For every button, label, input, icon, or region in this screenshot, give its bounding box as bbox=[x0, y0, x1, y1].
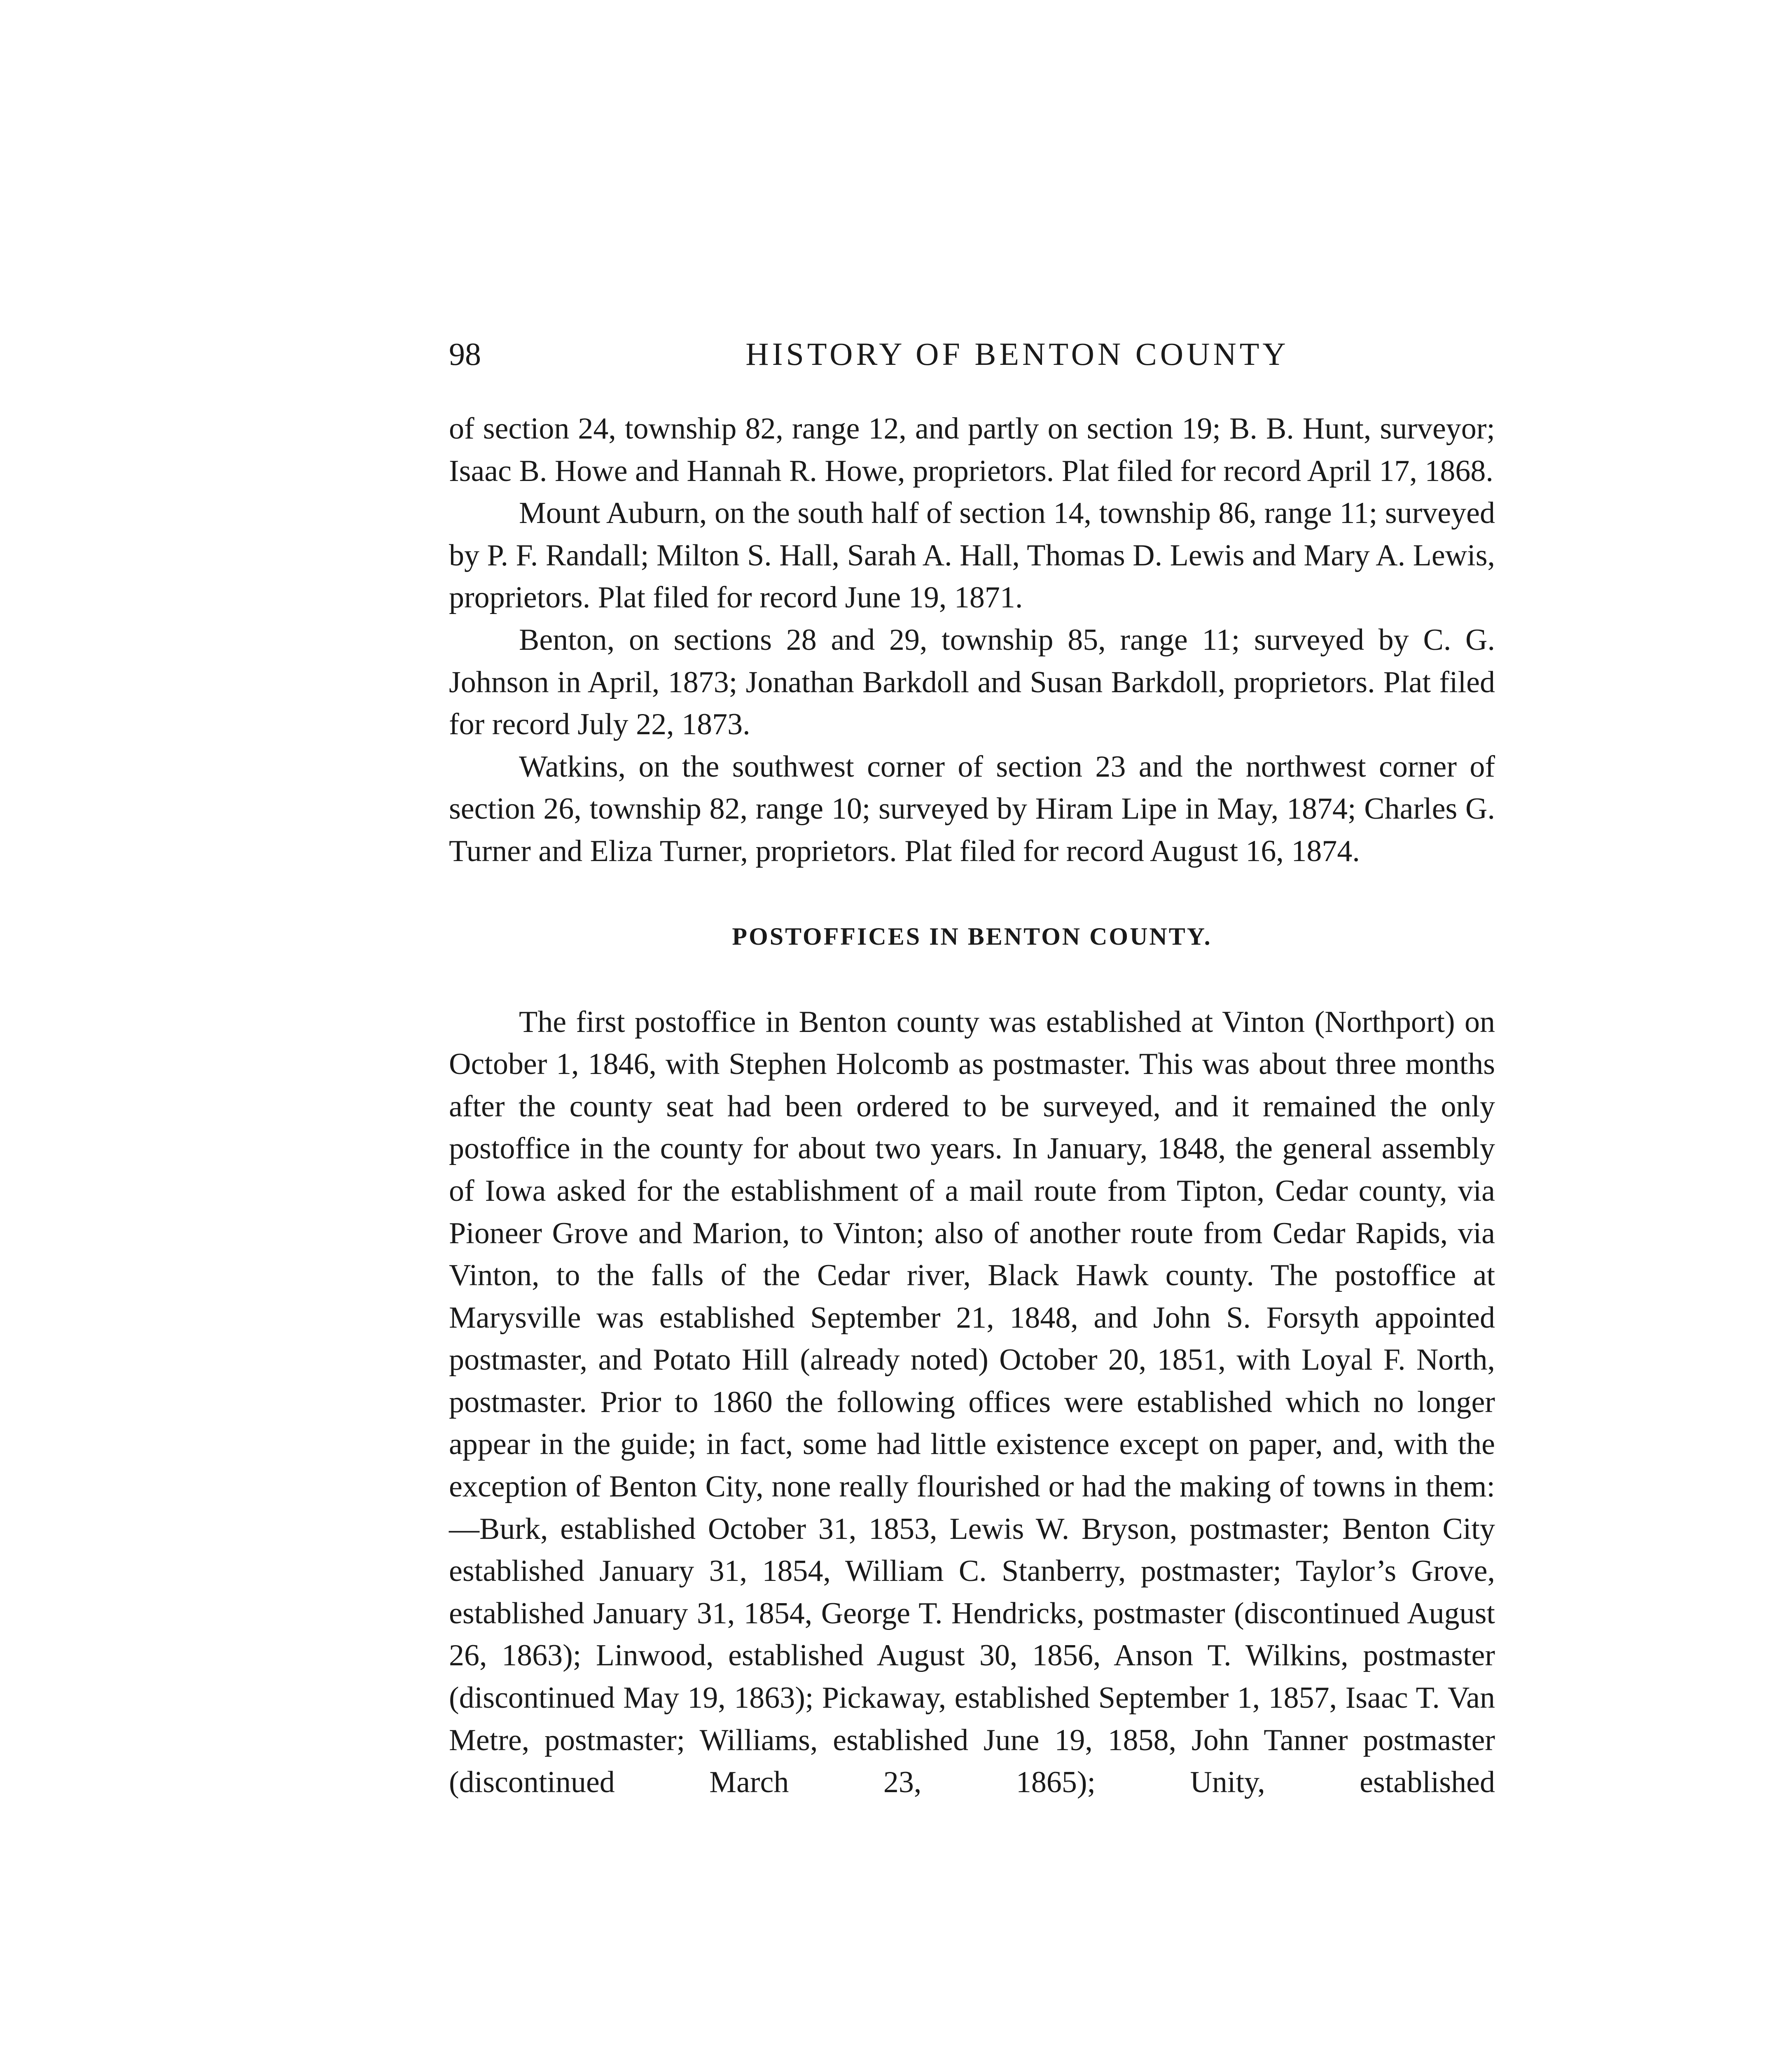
paragraph-postoffices: The first postoffice in Benton county was established at Vinton (Northport) on October 1, 1846, with Stephen Holcomb as postmaster. This was about three months after the county seat had been ordered to be surveyed, and it remained the only postoffice in the county for about two years. In January, 1848, the general assembly of Iowa asked for the establishment of a mail route from Tipton, Cedar county, via Pioneer Grove and Marion, to Vinton; also of another route from Cedar Rapids, via Vinton, to the falls of the Cedar river, Black Hawk county. The postoffice at Marysville was established September 21, 1848, and John S. Forsyth appointed postmaster, and Potato Hill (already noted) October 20, 1851, with Loyal F. North, postmaster. Prior to 1860 the following offices were established which no longer appear in the guide; in fact, some had little existence except on paper, and, with the exception of Benton City, none really flourished or had the making of towns in them:—Burk, established October 31, 1853, Lewis W. Bryson, postmaster; Benton City established January 31, 1854, William C. Stanberry, postmaster; Taylor’s Grove, established January 31, 1854, George T. Hendricks, postmaster (discontinued August 26, 1863); Linwood, established August 30, 1856, Anson T. Wilkins, postmaster (discontinued May 19, 1863); Pickaway, established September 1, 1857, Isaac T. Van Metre, postmaster; Williams, established June 19, 1858, John Tanner postmaster (discontinued March 23, 1865); Unity, established bbox=[449, 1005, 1495, 1800]
page-number: 98 bbox=[449, 336, 481, 372]
section-heading-text: POSTOFFICES IN BENTON COUNTY. bbox=[732, 923, 1212, 950]
section-heading bbox=[449, 873, 1495, 1001]
running-head: HISTORY OF BENTON COUNTY bbox=[745, 336, 1289, 372]
page-body bbox=[449, 408, 1495, 1804]
paragraph-benton: Benton, on sections 28 and 29, township 85, range 11; surveyed by C. G. Johnson in April, 1873; Jonathan Barkdoll and Susan Barkdoll, proprietors. Plat filed for record July 22, 1873. bbox=[449, 623, 1495, 742]
paragraph-mount-auburn: Mount Auburn, on the south half of section 14, township 86, range 11; surveyed by P. F. Randall; Milton S. Hall, Sarah A. Hall, Thomas D. Lewis and Mary A. Lewis, proprietors. Plat filed for record June 19, 1871. bbox=[449, 496, 1495, 615]
page-header bbox=[449, 329, 1495, 379]
paragraph-continued: of section 24, township 82, range 12, and partly on section 19; B. B. Hunt, surveyor; Isaac B. Howe and Hannah R. Howe, proprietors. Plat filed for record April 17, 1868. bbox=[449, 412, 1495, 488]
paragraph-watkins: Watkins, on the southwest corner of section 23 and the northwest corner of section 26, township 82, range 10; surveyed by Hiram Lipe in May, 1874; Charles G. Turner and Eliza Turner, proprietors. Plat filed for record August 16, 1874. bbox=[449, 749, 1495, 868]
